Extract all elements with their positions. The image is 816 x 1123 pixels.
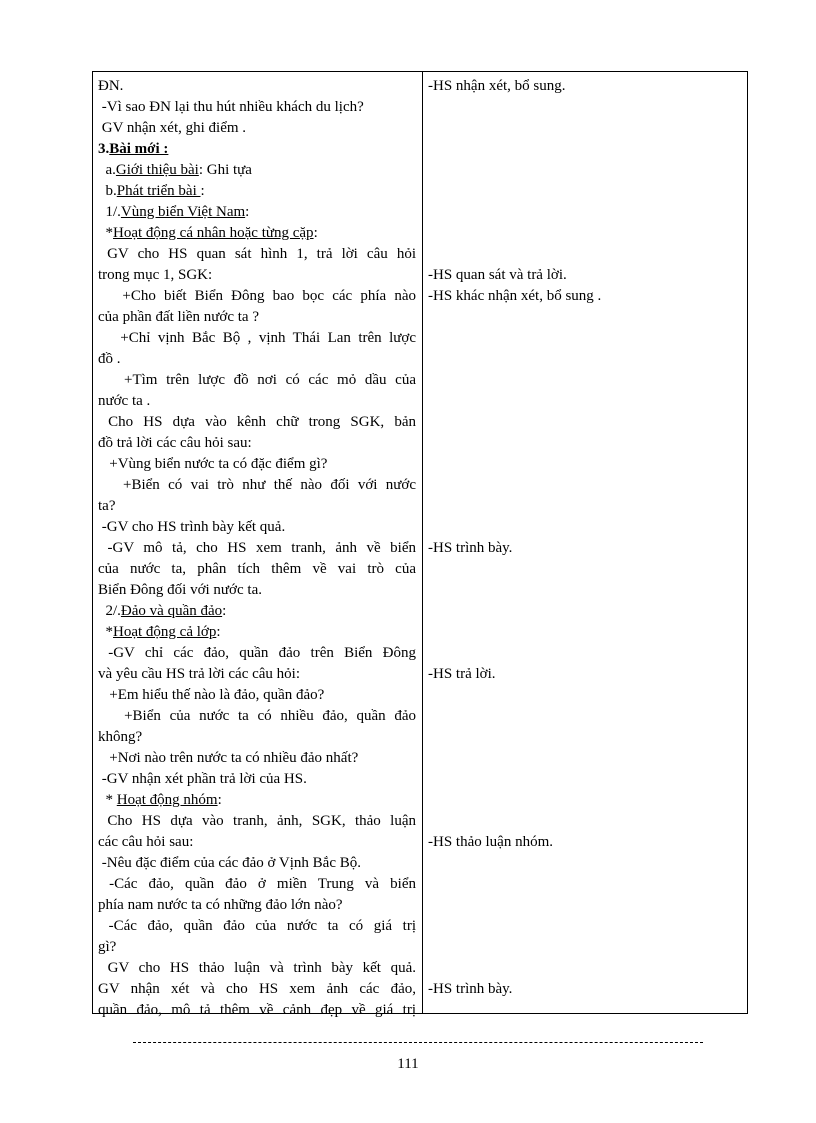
teacher-line — [98, 622, 416, 643]
student-line: -HS khác nhận xét, bổ sung . — [428, 288, 602, 304]
teacher-line — [98, 538, 416, 559]
teacher-line-text: -Các đảo, quần đảo của nước ta có giá trị — [98, 918, 416, 934]
teacher-line-text: +Biển của nước ta có nhiều đảo, quần đảo — [98, 708, 416, 724]
teacher-line-text: +Tìm trên lược đồ nơi có các mỏ dầu của — [98, 372, 416, 388]
teacher-line-text: GV cho HS quan sát hình 1, trả lời câu hỏi — [98, 246, 416, 262]
student-line: -HS trình bày. — [428, 981, 513, 997]
teacher-line-text: GV nhận xét, ghi điểm . — [98, 120, 247, 136]
teacher-line-text: Giới thiệu bài — [115, 162, 199, 178]
teacher-line-text: -GV nhận xét phần trả lời của HS. — [98, 771, 307, 787]
teacher-line — [98, 139, 416, 160]
teacher-line-text: : Ghi tựa — [198, 162, 252, 178]
teacher-line-text: * — [98, 624, 113, 640]
teacher-line-text: +Em hiểu thế nào là đảo, quần đảo? — [98, 687, 325, 703]
teacher-line-text: +Biển có vai trò như thế nào đối với nước — [98, 477, 416, 493]
teacher-line-text: +Cho biết Biển Đông bao bọc các phía nào — [98, 288, 416, 304]
teacher-line-text: b. — [98, 183, 117, 199]
teacher-line — [98, 244, 416, 265]
teacher-line-text: a. — [98, 162, 116, 178]
teacher-line — [98, 790, 416, 811]
teacher-line — [98, 916, 416, 937]
page-number: 111 — [397, 1056, 419, 1072]
footer-dashed-rule — [133, 1042, 703, 1043]
teacher-line — [98, 412, 416, 433]
teacher-line-text: GV cho HS thảo luận và trình bày kết quả. — [98, 960, 416, 976]
teacher-line-text: -GV mô tả, cho HS xem tranh, ảnh về biển — [98, 540, 416, 556]
teacher-line-text: gì? — [98, 939, 117, 955]
teacher-line-text: 1/. — [98, 204, 121, 220]
teacher-line — [98, 664, 416, 685]
teacher-line-text: Đảo và quần đảo — [120, 603, 223, 619]
student-line: -HS nhận xét, bổ sung. — [428, 78, 566, 94]
teacher-line-text: GV nhận xét và cho HS xem ảnh các đảo, — [98, 981, 416, 997]
teacher-line-text: quần đảo, mô tả thêm về cảnh đẹp về giá trị — [98, 1002, 416, 1018]
teacher-line — [98, 832, 416, 853]
teacher-line — [98, 517, 416, 538]
teacher-line-text: : — [245, 204, 250, 220]
teacher-line-text: trong mục 1, SGK: — [98, 267, 213, 283]
teacher-line — [98, 1000, 416, 1021]
teacher-line — [98, 475, 416, 496]
teacher-line-text: +Chỉ vịnh Bắc Bộ , vịnh Thái Lan trên lược — [98, 330, 416, 346]
student-line: -HS quan sát và trả lời. — [428, 267, 567, 283]
teacher-line — [98, 97, 416, 118]
teacher-line-text: các câu hỏi sau: — [98, 834, 194, 850]
teacher-line-text: của phần đất liền nước ta ? — [98, 309, 259, 325]
teacher-line — [98, 433, 416, 454]
teacher-line — [98, 601, 416, 622]
teacher-line — [98, 706, 416, 727]
teacher-line-text: 2/. — [98, 603, 121, 619]
teacher-line-text: -Nêu đặc điểm của các đảo ở Vịnh Bắc Bộ. — [98, 855, 361, 871]
teacher-line-text: đồ trả lời các câu hỏi sau: — [98, 435, 252, 451]
teacher-line-text: nước ta . — [98, 393, 151, 409]
teacher-line-text: Hoạt động cá nhân hoặc từng cặp — [113, 225, 314, 241]
student-line: -HS thảo luận nhóm. — [428, 834, 553, 850]
teacher-line-text: +Nơi nào trên nước ta có nhiều đảo nhất? — [98, 750, 359, 766]
column-divider — [422, 72, 423, 1013]
teacher-line — [98, 748, 416, 769]
teacher-line-text: +Vùng biển nước ta có đặc điểm gì? — [98, 456, 328, 472]
teacher-line-text: : — [217, 792, 222, 808]
teacher-line-text: -Vì sao ĐN lại thu hút nhiều khách du lịch? — [98, 99, 364, 115]
teacher-line — [98, 370, 416, 391]
teacher-line-text: -GV chỉ các đảo, quần đảo trên Biển Đông — [98, 645, 416, 661]
teacher-line-text: : — [200, 183, 205, 199]
teacher-line — [98, 958, 416, 979]
teacher-line — [98, 685, 416, 706]
teacher-line-text: * — [98, 792, 117, 808]
teacher-line — [98, 727, 416, 748]
student-line: -HS trình bày. — [428, 540, 513, 556]
teacher-line-text: và yêu cầu HS trả lời các câu hỏi: — [98, 666, 301, 682]
teacher-line — [98, 580, 416, 601]
teacher-line — [98, 769, 416, 790]
teacher-line-text: đồ . — [98, 351, 121, 367]
teacher-line-text: Phát triển bài — [116, 183, 201, 199]
teacher-line — [98, 391, 416, 412]
teacher-line — [98, 937, 416, 958]
teacher-line — [98, 811, 416, 832]
teacher-line-text: Hoạt động nhóm — [116, 792, 218, 808]
teacher-line — [98, 454, 416, 475]
teacher-line-text: ta? — [98, 498, 116, 514]
teacher-line — [98, 874, 416, 895]
teacher-line — [98, 76, 416, 97]
teacher-line-text: phía nam nước ta có những đảo lớn nào? — [98, 897, 343, 913]
teacher-line — [98, 118, 416, 139]
teacher-line-text: của nước ta, phân tích thêm về vai trò của — [98, 561, 416, 577]
teacher-line — [98, 559, 416, 580]
teacher-line-text: 3. — [98, 141, 110, 157]
lesson-table — [92, 71, 748, 1018]
teacher-line — [98, 223, 416, 244]
teacher-line-text: Cho HS dựa vào kênh chữ trong SGK, bản — [98, 414, 416, 430]
teacher-line — [98, 181, 416, 202]
teacher-line — [98, 307, 416, 328]
student-line: -HS trả lời. — [428, 666, 496, 682]
teacher-line-text: ĐN. — [98, 78, 124, 94]
teacher-line — [98, 895, 416, 916]
teacher-line-text: Vùng biển Việt Nam — [120, 204, 246, 220]
teacher-line-text: không? — [98, 729, 143, 745]
teacher-line-text: -GV cho HS trình bày kết quả. — [98, 519, 286, 535]
teacher-line-text: Bài mới : — [109, 141, 169, 157]
teacher-line — [98, 349, 416, 370]
teacher-line-text: Cho HS dựa vào tranh, ảnh, SGK, thảo luận — [98, 813, 416, 829]
teacher-line-text: Biển Đông đối với nước ta. — [98, 582, 262, 598]
teacher-line — [98, 286, 416, 307]
teacher-line-text: -Các đảo, quần đảo ở miền Trung và biển — [98, 876, 416, 892]
teacher-line — [98, 265, 416, 286]
teacher-line — [98, 643, 416, 664]
teacher-line-text: * — [98, 225, 113, 241]
teacher-line-text: : — [222, 603, 227, 619]
teacher-line — [98, 496, 416, 517]
teacher-line — [98, 202, 416, 223]
teacher-line — [98, 328, 416, 349]
teacher-line-text: Hoạt động cả lớp — [113, 624, 217, 640]
teacher-line — [98, 979, 416, 1000]
teacher-line-text: : — [313, 225, 318, 241]
teacher-line-text: : — [216, 624, 221, 640]
teacher-line — [98, 160, 416, 181]
teacher-line — [98, 853, 416, 874]
